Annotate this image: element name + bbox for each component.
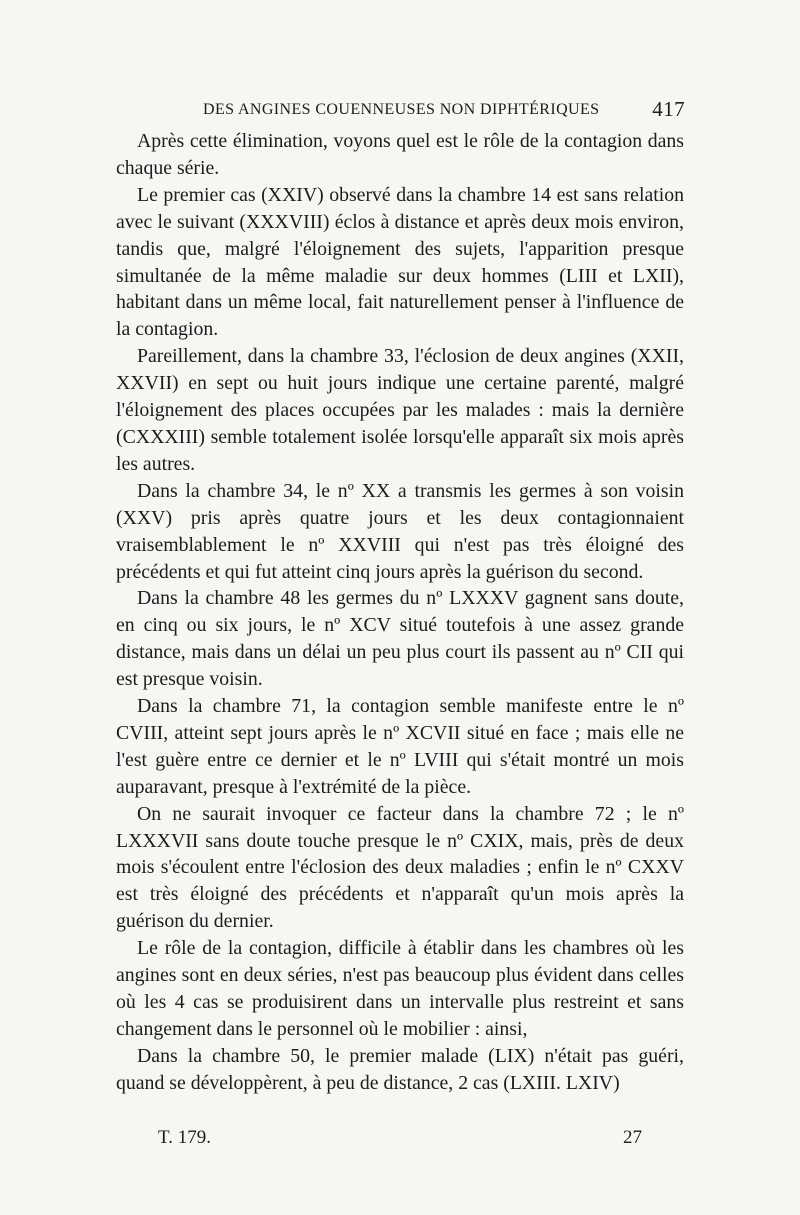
paragraph: Le rôle de la contagion, difficile à établir dans les chambres où les angines sont en deux séries, n'est pas beaucoup plus évident dans celles où les 4 cas se produisirent dans un intervalle plus restreint et sans changement dans le personnel où le mobilier : ainsi, — [116, 937, 684, 1040]
page-footer — [158, 1127, 642, 1155]
signature-mark: 27 — [623, 1127, 642, 1148]
paragraph: Dans la chambre 71, la contagion semble manifeste entre le nº CVIII, atteint sept jours après le nº XCVII situé en face ; mais elle ne l'est guère entre ce dernier et le nº LVIII qui s'était montré un mois auparavant, presque à l'extrémité de la pièce. — [116, 695, 684, 798]
running-title: DES ANGINES COUENNEUSES NON DIPHTÉRIQUES — [203, 101, 600, 118]
body-text — [116, 128, 684, 1097]
paragraph: Dans la chambre 50, le premier malade (LIX) n'était pas guéri, quand se développèrent, à peu de distance, 2 cas (LXIII. LXIV) — [116, 1044, 684, 1094]
running-header — [203, 97, 685, 127]
paragraph: Pareillement, dans la chambre 33, l'éclosion de deux angines (XXII, XXVII) en sept ou huit jours indique une certaine parenté, malgré l'éloignement des places occupées par les malades : mais la dernière (CXXXIII) semble totalement isolée lorsqu'elle apparaît six mois après les autres. — [116, 345, 684, 475]
paragraph: Après cette élimination, voyons quel est le rôle de la contagion dans chaque série. — [116, 130, 684, 179]
volume-mark: T. 179. — [158, 1127, 211, 1148]
paragraph: Dans la chambre 34, le nº XX a transmis les germes à son voisin (XXV) pris après quatre jours et les deux contagionnaient vraisemblablement le nº XXVIII qui n'est pas très éloigné des précédents et qui fut atteint cinq jours après la guérison du second. — [116, 479, 684, 583]
page-number: 417 — [652, 97, 685, 121]
paragraph: Dans la chambre 48 les germes du nº LXXXV gagnent sans doute, en cinq ou six jours, le nº XCV situé toutefois à une assez grande distance, mais dans un délai un peu plus court ils passent au nº CII qui est presque voisin. — [116, 587, 684, 691]
paragraph: Le premier cas (XXIV) observé dans la chambre 14 est sans relation avec le suivant (XXXVIII) éclos à distance et après deux mois environ, tandis que, malgré l'éloignement des sujets, l'apparition presque simultanée de la même maladie sur deux hommes (LIII et LXII), habitant dans un même local, fait naturellement penser à l'influence de la contagion. — [116, 183, 684, 341]
paragraph: On ne saurait invoquer ce facteur dans la chambre 72 ; le nº LXXXVII sans doute touche presque le nº CXIX, mais, près de deux mois s'écoulent entre l'éclosion des deux maladies ; enfin le nº CXXV est très éloigné des précédents et n'apparaît qu'un mois après la guérison du dernier. — [116, 802, 684, 933]
